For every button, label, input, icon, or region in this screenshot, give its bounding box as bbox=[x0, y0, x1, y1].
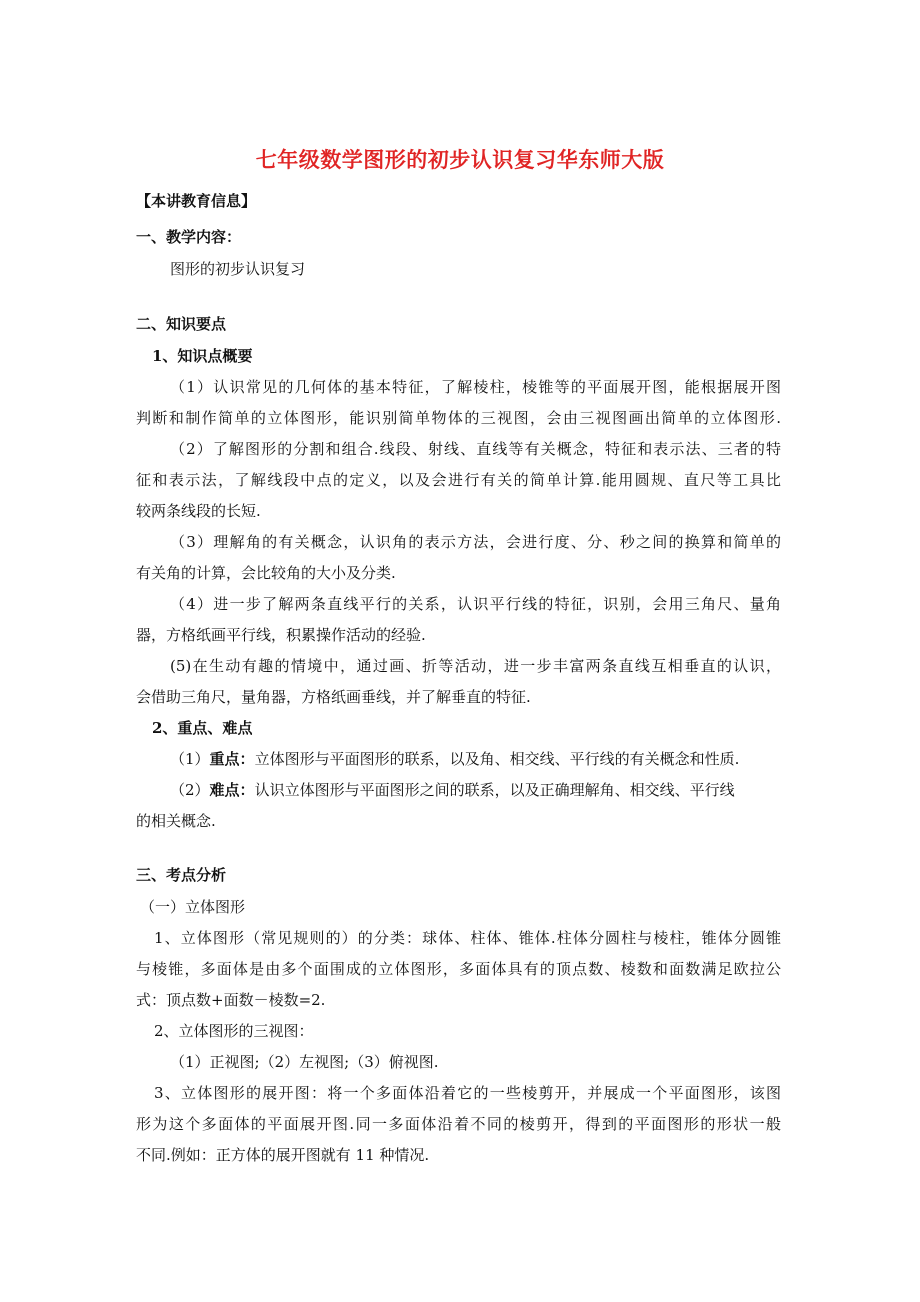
exam-line-4: 2、立体图形的三视图： bbox=[154, 1022, 314, 1040]
knowledge-line-10: (5)在生动有趣的情境中，通过画、折等活动，进一步丰富两条直线互相垂直的认识， bbox=[170, 657, 781, 675]
exam-line-6: 3、立体图形的展开图：将一个多面体沿着它的一些棱剪开，并展成一个平面图形，该图 bbox=[154, 1084, 781, 1102]
knowledge-line-7: 有关角的计算，会比较角的大小及分类. bbox=[136, 564, 396, 582]
knowledge-line-1: （1）认识常见的几何体的基本特征，了解棱柱，棱锥等的平面展开图，能根据展开图 bbox=[170, 378, 781, 396]
exam-line-1: 1、立体图形（常见规则的）的分类：球体、柱体、锥体.柱体分圆柱与棱柱，锥体分圆锥 bbox=[154, 929, 781, 947]
knowledge-line-11: 会借助三角尺，量角器，方格纸画垂线，并了解垂直的特征. bbox=[136, 688, 531, 706]
exam-line-5: （1）正视图;（2）左视图;（3）俯视图. bbox=[170, 1053, 439, 1071]
key-point-label: 重点： bbox=[209, 750, 255, 768]
difficult-point-line bbox=[170, 780, 820, 800]
key-point-text: 立体图形与平面图形的联系，以及角、相交线、平行线的有关概念和性质. bbox=[254, 750, 740, 768]
difficult-point-label: 难点： bbox=[209, 781, 255, 799]
section1-heading: 一、教学内容： bbox=[136, 228, 242, 246]
section2-sub1-heading: 1、知识点概要 bbox=[152, 347, 253, 365]
section3-heading: 三、考点分析 bbox=[136, 866, 227, 884]
knowledge-line-9: 器，方格纸画平行线，积累操作活动的经验. bbox=[136, 626, 426, 644]
exam-line-8: 不同.例如：正方体的展开图就有 11 种情况. bbox=[136, 1146, 430, 1164]
knowledge-line-6: （3）理解角的有关概念，认识角的表示方法，会进行度、分、秒之间的换算和简单的 bbox=[170, 533, 781, 551]
document-title: 七年级数学图形的初步认识复习华东师大版 bbox=[255, 147, 665, 172]
knowledge-line-3: （2）了解图形的分割和组合.线段、射线、直线等有关概念，特征和表示法、三者的特 bbox=[170, 440, 781, 458]
knowledge-line-4: 征和表示法，了解线段中点的定义，以及会进行有关的简单计算.能用圆规、直尺等工具比 bbox=[136, 471, 781, 489]
section2-sub2-heading: 2、重点、难点 bbox=[152, 719, 253, 737]
info-header: 【本讲教育信息】 bbox=[136, 192, 257, 210]
knowledge-line-2: 判断和制作简单的立体图形，能识别简单物体的三视图，会由三视图画出简单的立体图形. bbox=[136, 409, 781, 427]
section2-heading: 二、知识要点 bbox=[136, 315, 227, 333]
exam-line-7: 形为这个多面体的平面展开图.同一多面体沿着不同的棱剪开，得到的平面图形的形状一般 bbox=[136, 1115, 781, 1133]
exam-line-3: 式：顶点数+面数－棱数=2. bbox=[136, 991, 326, 1009]
difficult-point-prefix: （2） bbox=[170, 781, 210, 799]
difficult-point-text: 认识立体图形与平面图形之间的联系，以及正确理解角、相交线、平行线 bbox=[254, 781, 735, 799]
difficult-point-line-2: 的相关概念. bbox=[136, 812, 216, 830]
knowledge-line-5: 较两条线段的长短. bbox=[136, 502, 261, 520]
section3-part1-heading: （一）立体图形 bbox=[140, 898, 246, 916]
knowledge-line-8: （4）进一步了解两条直线平行的关系，认识平行线的特征，识别，会用三角尺、量角 bbox=[170, 595, 781, 613]
key-point-line bbox=[170, 749, 820, 769]
key-point-prefix: （1） bbox=[170, 750, 210, 768]
exam-line-2: 与棱锥，多面体是由多个面围成的立体图形，多面体具有的顶点数、棱数和面数满足欧拉公 bbox=[136, 960, 781, 978]
section1-content: 图形的初步认识复习 bbox=[170, 260, 306, 278]
